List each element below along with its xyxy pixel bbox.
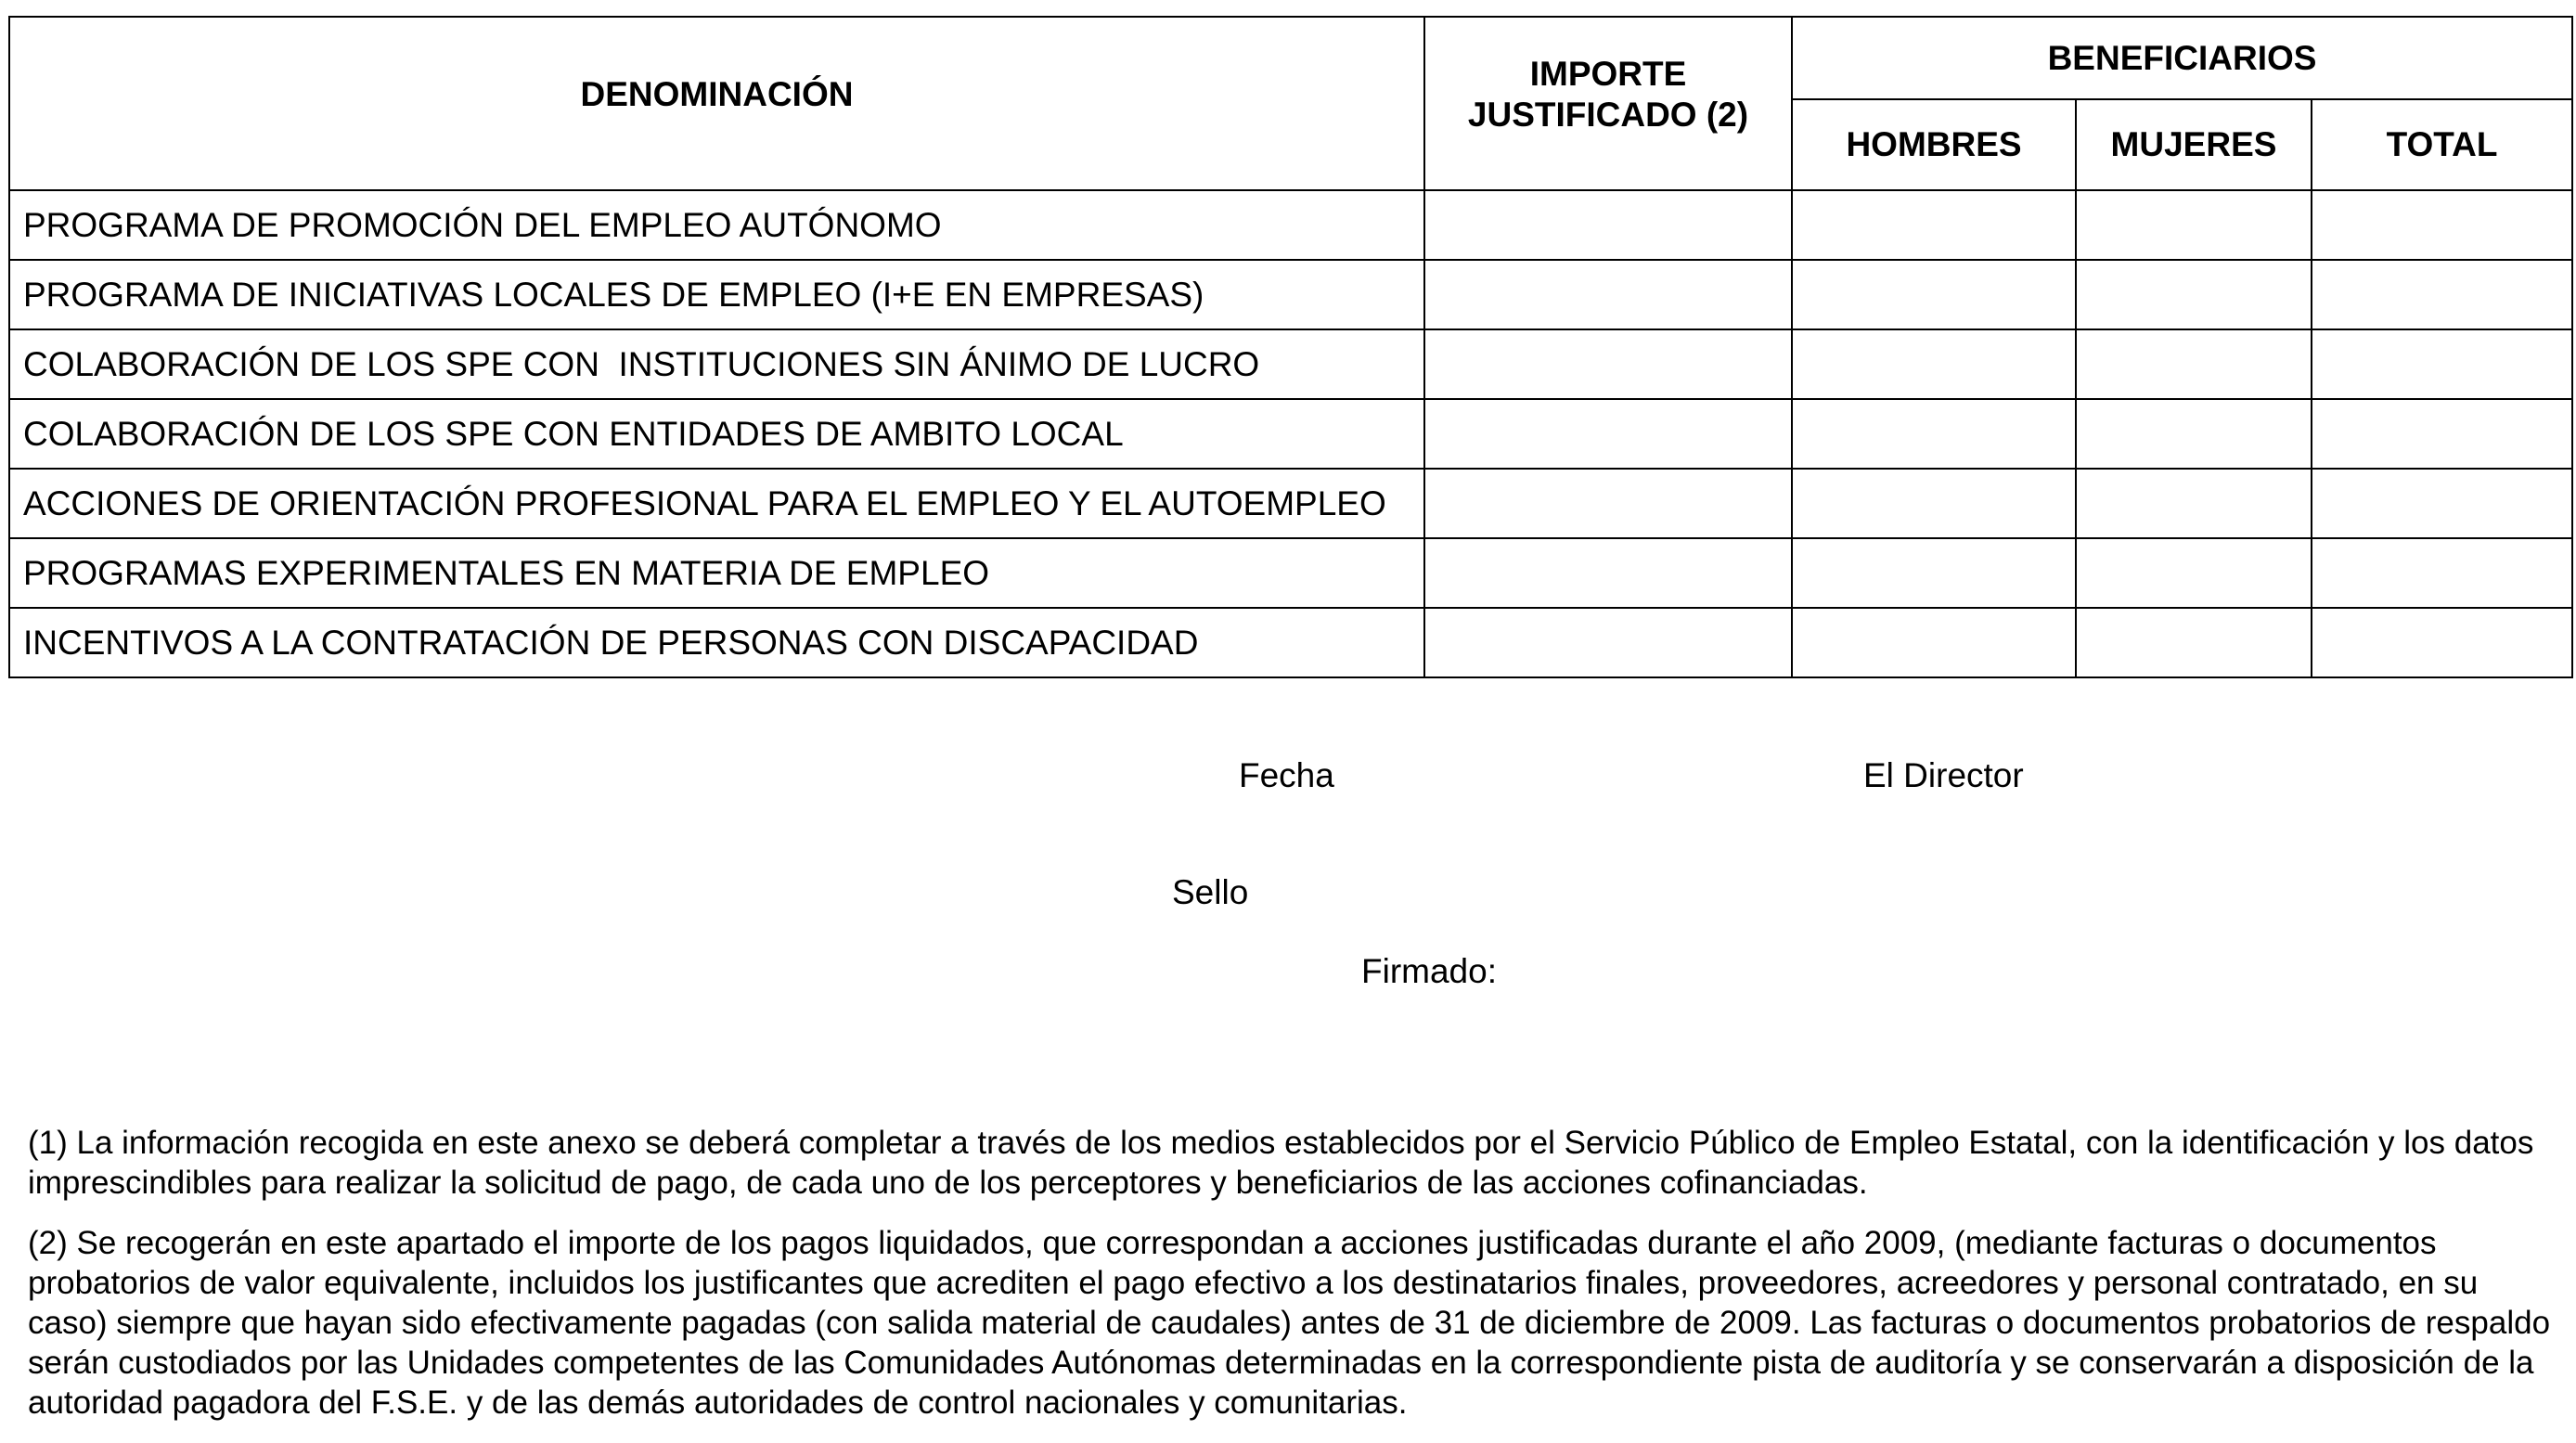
total-cell bbox=[2312, 469, 2572, 538]
importe-cell bbox=[1424, 469, 1792, 538]
table-row bbox=[9, 329, 2572, 399]
hombres-cell bbox=[1792, 469, 2076, 538]
row-label: INCENTIVOS A LA CONTRATACIÓN DE PERSONAS CON DISCAPACIDAD bbox=[9, 608, 1424, 677]
total-cell bbox=[2312, 399, 2572, 469]
mujeres-cell bbox=[2076, 469, 2312, 538]
mujeres-cell bbox=[2076, 608, 2312, 677]
table-row bbox=[9, 260, 2572, 329]
header-mujeres: MUJERES bbox=[2076, 99, 2312, 190]
director-label: El Director bbox=[1863, 756, 2024, 794]
importe-cell bbox=[1424, 608, 1792, 677]
header-beneficiarios: BENEFICIARIOS bbox=[1792, 17, 2572, 99]
importe-cell bbox=[1424, 260, 1792, 329]
table-row bbox=[9, 538, 2572, 608]
importe-cell bbox=[1424, 190, 1792, 260]
row-label: ACCIONES DE ORIENTACIÓN PROFESIONAL PARA EL EMPLEO Y EL AUTOEMPLEO bbox=[9, 469, 1424, 538]
sello-label: Sello bbox=[1172, 873, 1249, 911]
total-cell bbox=[2312, 608, 2572, 677]
row-label: COLABORACIÓN DE LOS SPE CON ENTIDADES DE AMBITO LOCAL bbox=[9, 399, 1424, 469]
header-denominacion: DENOMINACIÓN bbox=[9, 17, 1424, 190]
mujeres-cell bbox=[2076, 399, 2312, 469]
total-cell bbox=[2312, 538, 2572, 608]
total-cell bbox=[2312, 260, 2572, 329]
hombres-cell bbox=[1792, 329, 2076, 399]
mujeres-cell bbox=[2076, 260, 2312, 329]
total-cell bbox=[2312, 190, 2572, 260]
hombres-cell bbox=[1792, 190, 2076, 260]
row-label: COLABORACIÓN DE LOS SPE CON INSTITUCIONES SIN ÁNIMO DE LUCRO bbox=[9, 329, 1424, 399]
table-row bbox=[9, 469, 2572, 538]
footnotes bbox=[28, 1123, 2561, 1443]
mujeres-cell bbox=[2076, 329, 2312, 399]
header-importe-justificado: IMPORTE JUSTIFICADO (2) bbox=[1424, 17, 1792, 190]
row-label: PROGRAMA DE PROMOCIÓN DEL EMPLEO AUTÓNOMO bbox=[9, 190, 1424, 260]
firmado-label: Firmado: bbox=[1361, 952, 1497, 990]
fecha-label: Fecha bbox=[1239, 756, 1334, 794]
hombres-cell bbox=[1792, 608, 2076, 677]
importe-cell bbox=[1424, 538, 1792, 608]
importe-cell bbox=[1424, 329, 1792, 399]
footnote-1: (1) La información recogida en este anexo se deberá completar a través de los medios establecidos por el Servicio Público de Empleo Estatal, con la identificación y los datos imprescindibles para realizar la solicitud de pago, de cada uno de los perceptores y beneficiarios de las acciones cofinanciadas. bbox=[28, 1125, 2534, 1201]
table-row bbox=[9, 190, 2572, 260]
importe-cell bbox=[1424, 399, 1792, 469]
row-label: PROGRAMA DE INICIATIVAS LOCALES DE EMPLEO (I+E EN EMPRESAS) bbox=[9, 260, 1424, 329]
table-row bbox=[9, 608, 2572, 677]
header-total: TOTAL bbox=[2312, 99, 2572, 190]
hombres-cell bbox=[1792, 399, 2076, 469]
footnote-2: (2) Se recogerán en este apartado el importe de los pagos liquidados, que correspondan a acciones justificadas durante el año 2009, (mediante facturas o documentos probatorios de valor equivalente, incluidos los justificantes que acrediten el pago efectivo a los destinatarios finales, proveedores, acreedores y personal contratado, en su caso) siempre que hayan sido efectivamente pagadas (con salida material de caudales) antes de 31 de diciembre de 2009. Las facturas o documentos probatorios de respaldo serán custodiados por las Unidades competentes de las Comunidades Autónomas determinadas en la correspondiente pista de auditoría y se conservarán a disposición de la autoridad pagadora del F.S.E. y de las demás autoridades de control nacionales y comunitarias. bbox=[28, 1225, 2551, 1421]
hombres-cell bbox=[1792, 538, 2076, 608]
header-hombres: HOMBRES bbox=[1792, 99, 2076, 190]
table-row bbox=[9, 399, 2572, 469]
hombres-cell bbox=[1792, 260, 2076, 329]
row-label: PROGRAMAS EXPERIMENTALES EN MATERIA DE EMPLEO bbox=[9, 538, 1424, 608]
beneficiaries-table bbox=[8, 16, 2573, 678]
total-cell bbox=[2312, 329, 2572, 399]
mujeres-cell bbox=[2076, 538, 2312, 608]
mujeres-cell bbox=[2076, 190, 2312, 260]
